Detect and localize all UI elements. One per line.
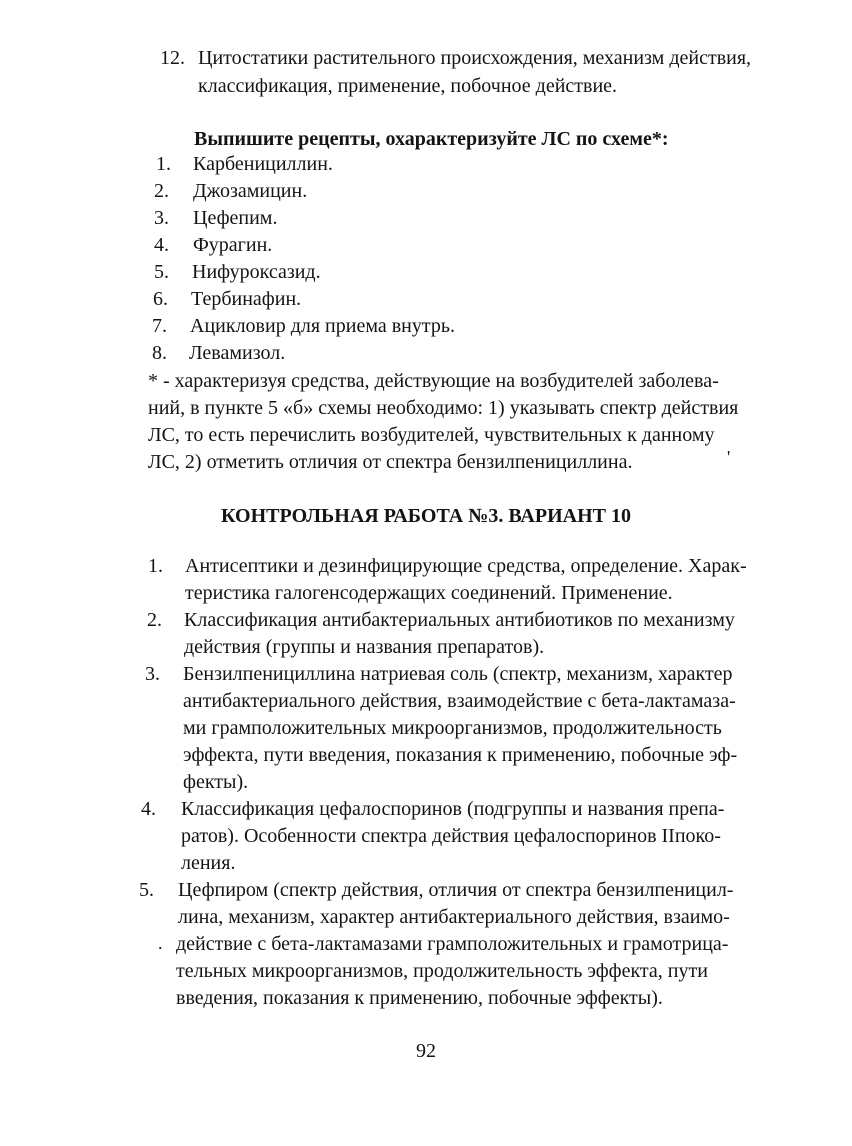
list-item-number: 6. bbox=[153, 288, 168, 310]
list-item: Ацикловир для приема внутрь. bbox=[190, 315, 455, 337]
list-item-number: 1. bbox=[156, 153, 171, 175]
question-number: 4. bbox=[141, 798, 156, 820]
list-item: Карбенициллин. bbox=[193, 153, 333, 175]
question-line: антибактериального действия, взаимодействие с бета-лактамаза- bbox=[183, 690, 736, 712]
question-line: действия (группы и названия препаратов). bbox=[184, 636, 545, 658]
question-line: теристика галогенсодержащих соединений. Применение. bbox=[185, 582, 673, 604]
list-item-number: 2. bbox=[154, 180, 169, 202]
stray-mark: ' bbox=[727, 447, 731, 467]
item-number: 12. bbox=[160, 47, 185, 69]
question-line: Бензилпенициллина натриевая соль (спектр, механизм, характер bbox=[183, 663, 733, 685]
question-line: ления. bbox=[181, 852, 236, 874]
question-line: эффекта, пути введения, показания к применению, побочные эф- bbox=[183, 744, 738, 766]
list-item-number: 3. bbox=[154, 207, 169, 229]
list-item: Фурагин. bbox=[193, 234, 273, 256]
question-line: Классификация антибактериальных антибиотиков по механизму bbox=[184, 609, 735, 631]
question-line: введения, показания к применению, побочные эффекты). bbox=[176, 987, 663, 1009]
item-line: Цитостатики растительного происхождения, механизм действия, bbox=[198, 47, 752, 69]
question-number: 2. bbox=[147, 609, 162, 631]
footnote-line: ЛС, 2) отметить отличия от спектра бензилпенициллина. bbox=[148, 451, 633, 473]
list-item: Джозамицин. bbox=[193, 180, 308, 202]
prescriptions-heading: Выпишите рецепты, охарактеризуйте ЛС по схеме*: bbox=[194, 128, 669, 150]
question-line: Цефпиром (спектр действия, отличия от спектра бензилпеницил- bbox=[178, 879, 734, 901]
list-item: Цефепим. bbox=[193, 207, 278, 229]
question-line: ратов). Особенности спектра действия цефалоспоринов IIпоко- bbox=[181, 825, 721, 847]
list-item-number: 5. bbox=[154, 261, 169, 283]
list-item-number: 8. bbox=[152, 342, 167, 364]
question-number: 1. bbox=[148, 555, 163, 577]
footnote-line: ний, в пункте 5 «б» схемы необходимо: 1) указывать спектр действия bbox=[148, 397, 739, 419]
question-line: лина, механизм, характер антибактериального действия, взаимо- bbox=[178, 906, 730, 928]
question-number: 3. bbox=[145, 663, 160, 685]
list-item: Нифуроксазид. bbox=[192, 261, 321, 283]
stray-dot: . bbox=[158, 933, 163, 953]
list-item-number: 4. bbox=[154, 234, 169, 256]
footnote-line: ЛС, то есть перечислить возбудителей, чувствительных к данному bbox=[148, 424, 715, 446]
question-line: Классификация цефалоспоринов (подгруппы и названия препа- bbox=[181, 798, 725, 820]
question-line: фекты). bbox=[183, 771, 249, 793]
page-number: 92 bbox=[416, 1040, 436, 1062]
section-title: КОНТРОЛЬНАЯ РАБОТА №3. ВАРИАНТ 10 bbox=[221, 505, 631, 527]
list-item: Левамизол. bbox=[189, 342, 286, 364]
list-item: Тербинафин. bbox=[191, 288, 302, 310]
question-number: 5. bbox=[139, 879, 154, 901]
question-line: ми грамположительных микроорганизмов, продолжительность bbox=[183, 717, 722, 739]
question-line: действие с бета-лактамазами грамположительных и грамотрица- bbox=[176, 933, 729, 955]
list-item-number: 7. bbox=[152, 315, 167, 337]
question-line: тельных микроорганизмов, продолжительность эффекта, пути bbox=[176, 960, 708, 982]
item-line: классификация, применение, побочное действие. bbox=[198, 75, 618, 97]
footnote-line: * - характеризуя средства, действующие на возбудителей заболева- bbox=[148, 370, 719, 392]
question-line: Антисептики и дезинфицирующие средства, определение. Харак- bbox=[185, 555, 747, 577]
